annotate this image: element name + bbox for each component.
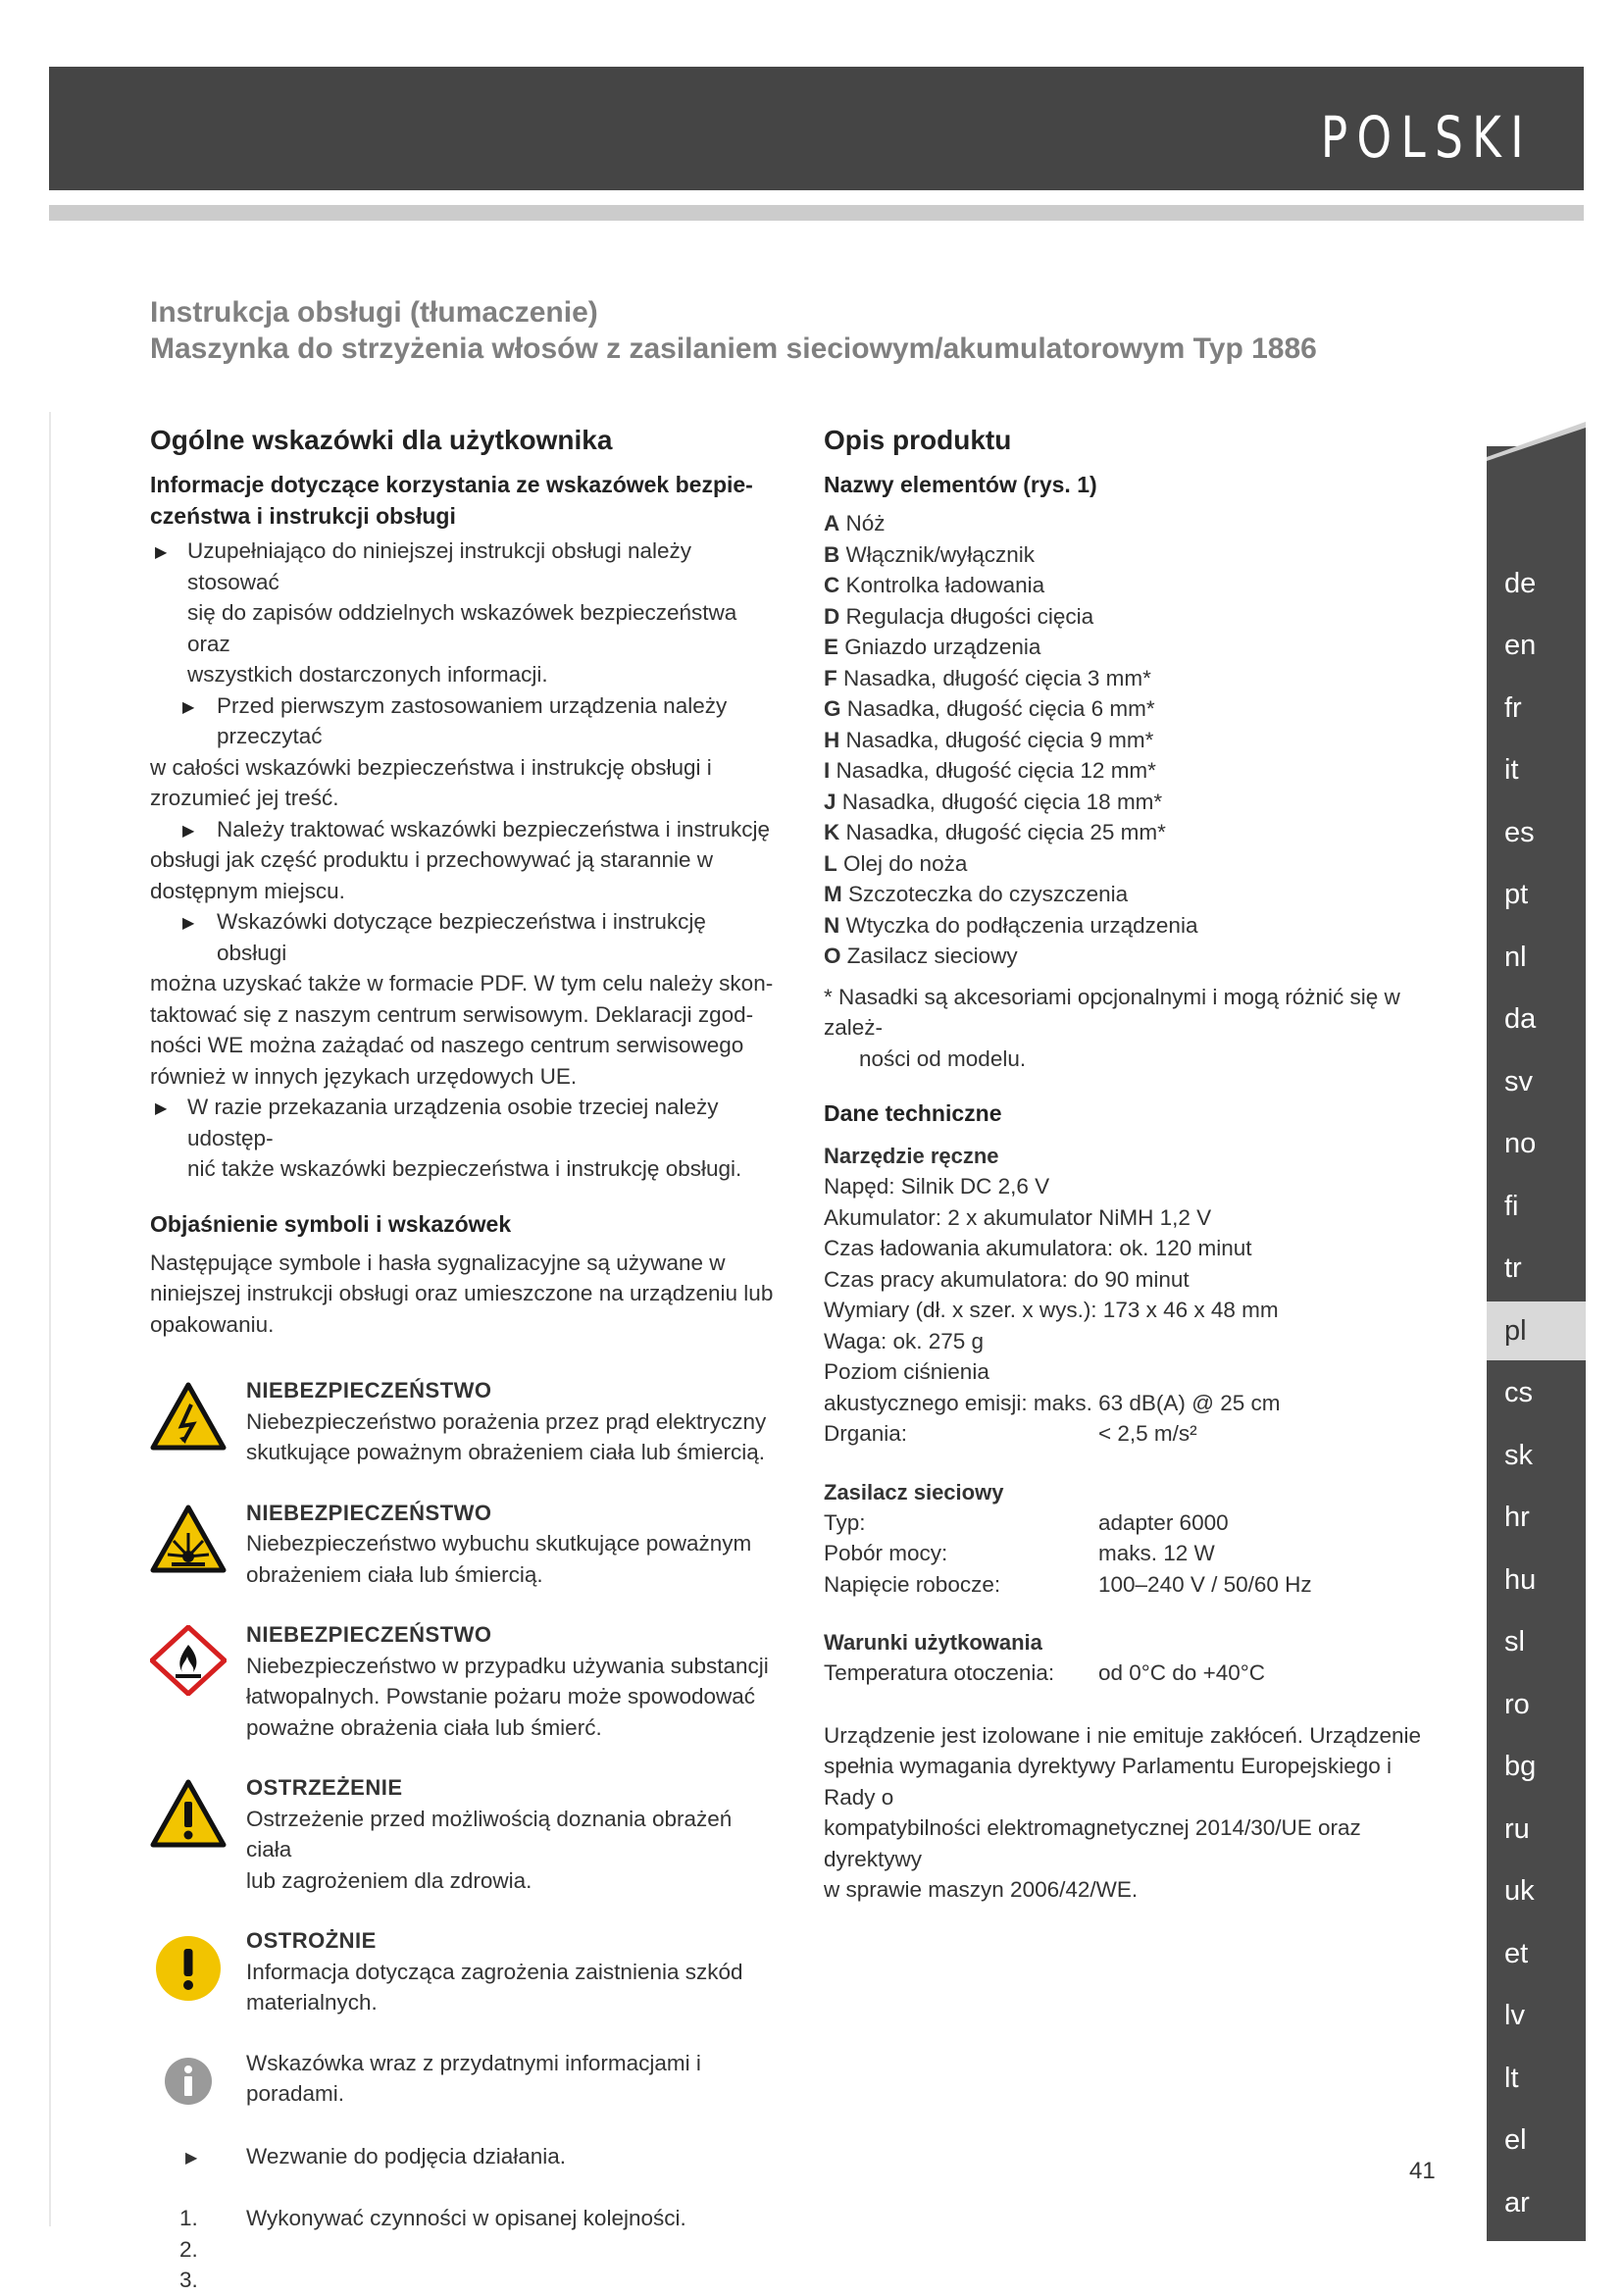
part-item: I Nasadka, długość cięcia 12 mm*: [824, 758, 1156, 783]
language-heading: POLSKI: [1321, 104, 1533, 171]
vibration-value: < 2,5 m/s²: [1098, 1421, 1197, 1446]
language-tab-lt[interactable]: lt: [1504, 2062, 1519, 2094]
sidebar-wedge: [1487, 422, 1586, 461]
language-tab-fr[interactable]: fr: [1504, 691, 1522, 724]
bullet-1b: [150, 814, 778, 907]
heading-conditions: Warunki użytkowania: [824, 1630, 1042, 1655]
conditions-row: [824, 1658, 1432, 1689]
language-tab-da[interactable]: da: [1504, 1003, 1537, 1035]
action-text: Wezwanie do podjęcia działania.: [246, 2143, 567, 2168]
symbol-entry: [150, 1925, 778, 2018]
symbol-heading: NIEBEZPIECZEŃSTWO: [246, 1500, 492, 1525]
action-triangle-icon: ▶: [185, 2149, 198, 2167]
language-tab-en[interactable]: en: [1504, 630, 1537, 661]
step-number: 1.: [179, 2206, 198, 2230]
symbol-text: skutkujące poważnym obrażeniem ciała lub śmiercią.: [246, 1440, 765, 1464]
part-item: H Nasadka, długość cięcia 9 mm*: [824, 727, 1154, 752]
conditions-label: Temperatura otoczenia:: [824, 1660, 1055, 1685]
bullet-2-line: W razie przekazania urządzenia osobie trzeciej należy udostęp-: [187, 1095, 719, 1150]
symbol-text: materialnych.: [246, 1990, 378, 2015]
bullet-triangle-icon: ▶: [155, 1100, 168, 1117]
language-tab-no[interactable]: no: [1504, 1128, 1537, 1159]
bullet-1-line: Uzupełniająco do niniejszej instrukcji obsługi należy stosować: [187, 538, 692, 594]
footnote: [824, 982, 1432, 1075]
symbol-heading: NIEBEZPIECZEŃSTWO: [246, 1622, 492, 1647]
bullet-1c-line: ności WE można zażądać od naszego centrum serwisowego: [150, 1033, 744, 1057]
language-tab-pl[interactable]: pl: [1487, 1301, 1586, 1360]
vibration-label: Drgania:: [824, 1421, 908, 1446]
psu-row: Napięcie robocze: 100–240 V / 50/60 Hz: [824, 1571, 1312, 1597]
left-column: [150, 424, 778, 2292]
symbol-text: Niebezpieczeństwo wybuchu skutkujące poważnym: [246, 1531, 752, 1556]
part-item: B Włącznik/wyłącznik: [824, 541, 1036, 567]
psu-row: Pobór mocy: maks. 12 W: [824, 1541, 1215, 1565]
document-title: [150, 294, 1317, 367]
bullet-1c-line: taktować się z naszym centrum serwisowym. Deklaracji zgod-: [150, 1001, 754, 1027]
tech-line: Waga: ok. 275 g: [824, 1328, 985, 1353]
caution-exclamation-icon: [150, 1931, 227, 2002]
symbol-heading: OSTRZEŻENIE: [246, 1775, 403, 1800]
symbols-intro-line: niniejszej instrukcji obsługi oraz umieszczone na urządzeniu lub: [150, 1281, 774, 1305]
title-line-1: Instrukcja obsługi (tłumaczenie): [150, 296, 598, 329]
language-tab-hr[interactable]: hr: [1504, 1502, 1530, 1533]
symbol-text: Niebezpieczeństwo w przypadku używania substancji: [246, 1653, 769, 1678]
part-item: A Nóż: [824, 511, 886, 536]
heading-info-line-1: Informacje dotyczące korzystania ze wskazówek bezpie-: [150, 472, 753, 497]
bullet-1c-line: również w innych językach urzędowych UE.: [150, 1063, 578, 1089]
footnote-line: ności od modelu.: [859, 1046, 1027, 1071]
tech-line: Czas ładowania akumulatora: ok. 120 minut: [824, 1236, 1252, 1260]
bullet-1c: [150, 906, 778, 1092]
symbol-entry: [150, 1772, 778, 1896]
language-tab-ru[interactable]: ru: [1504, 1812, 1530, 1845]
closing-line: Urządzenie jest izolowane i nie emituje zakłóceń. Urządzenie: [824, 1722, 1422, 1748]
symbol-entry: [150, 1375, 778, 1468]
language-tab-sl[interactable]: sl: [1504, 1626, 1525, 1658]
page-number: 41: [1409, 2158, 1436, 2184]
flammable-hazard-icon: [150, 1625, 227, 1696]
tech-line: Wymiary (dł. x szer. x wys.): 173 x 46 x 48 mm: [824, 1298, 1279, 1322]
symbol-text: Ostrzeżenie przed możliwością doznania obrażeń ciała: [246, 1806, 733, 1862]
bullet-triangle-icon: ▶: [182, 915, 195, 932]
info-entry: [150, 2048, 778, 2110]
tech-line: Akumulator: 2 x akumulator NiMH 1,2 V: [824, 1204, 1212, 1230]
symbol-heading: OSTROŻNIE: [246, 1928, 377, 1953]
language-tab-lv[interactable]: lv: [1504, 2000, 1525, 2031]
parts-list: [824, 508, 1432, 972]
heading-parts: Nazwy elementów (rys. 1): [824, 472, 1097, 497]
language-tab-de[interactable]: de: [1504, 567, 1537, 599]
symbols-intro-line: Następujące symbole i hasła sygnalizacyjne są używane w: [150, 1250, 726, 1275]
bullet-1a: [150, 690, 778, 814]
bullet-2-line: nić także wskazówki bezpieczeństwa i instrukcję obsługi.: [187, 1156, 742, 1181]
info-icon: [150, 2050, 227, 2120]
symbol-text: poważne obrażenia ciała lub śmierć.: [246, 1714, 602, 1740]
closing-paragraph: [824, 1720, 1432, 1906]
part-item: K Nasadka, długość cięcia 25 mm*: [824, 820, 1166, 844]
symbol-entry: [150, 1619, 778, 1743]
action-entry: [150, 2141, 778, 2172]
bullet-1a-line: zrozumieć jej treść.: [150, 786, 339, 810]
language-tab-bg[interactable]: bg: [1504, 1751, 1537, 1782]
bullet-triangle-icon: ▶: [182, 822, 195, 840]
language-tab-et[interactable]: et: [1504, 1937, 1529, 1969]
heading-product: Opis produktu: [824, 425, 1012, 455]
heading-hand-tool: Narzędzie ręczne: [824, 1144, 999, 1168]
steps-numbers: [179, 2203, 198, 2296]
part-item: O Zasilacz sieciowy: [824, 944, 1018, 968]
psu-row: Typ: adapter 6000: [824, 1509, 1229, 1535]
part-item: L Olej do noża: [824, 850, 968, 876]
explosion-warning-icon: [150, 1504, 227, 1574]
language-tab-nl[interactable]: nl: [1504, 941, 1527, 973]
bullet-1b-line: dostępnym miejscu.: [150, 878, 345, 903]
heading-info-line-2: czeństwa i instrukcji obsługi: [150, 503, 456, 529]
symbol-text: Niebezpieczeństwo porażenia przez prąd elektryczny: [246, 1408, 767, 1434]
bullet-1a-line: Przed pierwszym zastosowaniem urządzenia należy przeczytać: [217, 692, 728, 748]
language-tab-es[interactable]: es: [1504, 816, 1535, 848]
part-item: N Wtyczka do podłączenia urządzenia: [824, 912, 1198, 938]
bullet-triangle-icon: ▶: [182, 698, 195, 716]
bullet-1-line: się do zapisów oddzielnych wskazówek bezpieczeństwa oraz: [187, 600, 737, 656]
header-bar: [49, 67, 1584, 190]
heading-psu: Zasilacz sieciowy: [824, 1479, 1004, 1505]
step-number: 3.: [179, 2268, 198, 2292]
tech-line: Napęd: Silnik DC 2,6 V: [824, 1174, 1050, 1199]
tech-line: Poziom ciśnienia: [824, 1359, 989, 1384]
language-tab-ar[interactable]: ar: [1504, 2186, 1530, 2219]
part-item: F Nasadka, długość cięcia 3 mm*: [824, 665, 1151, 690]
language-sidebar: [1487, 446, 1586, 2241]
bullet-1a-line: w całości wskazówki bezpieczeństwa i instrukcję obsługi i: [150, 754, 712, 780]
tech-line: Czas pracy akumulatora: do 90 minut: [824, 1266, 1190, 1292]
bullet-1c-line: można uzyskać także w formacie PDF. W tym celu należy skon-: [150, 971, 774, 995]
language-tab-hu[interactable]: hu: [1504, 1563, 1537, 1596]
language-tab-tr[interactable]: tr: [1504, 1252, 1522, 1284]
left-margin-rule: [49, 412, 51, 2226]
bullet-triangle-icon: ▶: [155, 544, 168, 561]
symbol-text: lub zagrożeniem dla zdrowia.: [246, 1867, 532, 1893]
conditions-value: od 0°C do +40°C: [1098, 1660, 1265, 1685]
vibration-row: [824, 1418, 1432, 1450]
part-item: M Szczoteczka do czyszczenia: [824, 882, 1129, 906]
steps-entry: [150, 2203, 778, 2292]
right-column: [824, 424, 1432, 1906]
part-item: G Nasadka, długość cięcia 6 mm*: [824, 696, 1155, 721]
bullet-1b-line: obsługi jak część produktu i przechowywać ją starannie w: [150, 847, 714, 872]
heading-general: Ogólne wskazówki dla użytkownika: [150, 425, 613, 455]
bullet-2: [150, 1092, 778, 1185]
closing-line: w sprawie maszyn 2006/42/WE.: [824, 1877, 1139, 1902]
part-item: D Regulacja długości cięcia: [824, 603, 1094, 629]
header-underline: [49, 205, 1584, 221]
general-warning-icon: [150, 1778, 227, 1849]
language-tab-ro[interactable]: ro: [1504, 1688, 1530, 1720]
bullet-1c-line: Wskazówki dotyczące bezpieczeństwa i instrukcję obsługi: [217, 909, 706, 965]
info-text: Wskazówka wraz z przydatnymi informacjami i poradami.: [246, 2050, 701, 2106]
part-item: C Kontrolka ładowania: [824, 573, 1045, 597]
closing-line: spełnia wymagania dyrektywy Parlamentu Europejskiego i Rady o: [824, 1754, 1393, 1810]
symbol-text: obrażeniem ciała lub śmiercią.: [246, 1561, 543, 1587]
language-tab-pt[interactable]: pt: [1504, 879, 1529, 910]
footnote-line: * Nasadki są akcesoriami opcjonalnymi i mogą różnić się w zależ-: [824, 984, 1400, 1040]
symbols-intro-line: opakowaniu.: [150, 1311, 275, 1337]
step-number: 2.: [179, 2236, 198, 2262]
closing-line: kompatybilności elektromagnetycznej 2014/30/UE oraz dyrektywy: [824, 1815, 1361, 1871]
language-tab-el[interactable]: el: [1504, 2124, 1527, 2156]
symbol-heading: NIEBEZPIECZEŃSTWO: [246, 1378, 492, 1403]
symbol-text: łatwopalnych. Powstanie pożaru może spowodować: [246, 1684, 756, 1709]
language-tab-it[interactable]: it: [1504, 754, 1519, 786]
bullet-1-line: wszystkich dostarczonych informacji.: [187, 662, 548, 687]
heading-symbols: Objaśnienie symboli i wskazówek: [150, 1210, 512, 1237]
language-tab-sk[interactable]: sk: [1504, 1439, 1533, 1471]
language-tab-uk[interactable]: uk: [1504, 1875, 1535, 1907]
language-tab-cs[interactable]: cs: [1504, 1377, 1533, 1408]
steps-text: Wykonywać czynności w opisanej kolejności.: [246, 2206, 686, 2230]
tech-line: akustycznego emisji: maks. 63 dB(A) @ 25 cm: [824, 1390, 1281, 1415]
bullet-1: [150, 536, 778, 690]
electric-shock-warning-icon: [150, 1381, 227, 1452]
symbol-text: Informacja dotycząca zagrożenia zaistnienia szkód: [246, 1959, 743, 1984]
heading-tech: Dane techniczne: [824, 1100, 1002, 1126]
language-tab-sv[interactable]: sv: [1504, 1065, 1533, 1097]
language-tab-fi[interactable]: fi: [1504, 1190, 1519, 1222]
part-item: E Gniazdo urządzenia: [824, 635, 1041, 659]
symbol-entry: [150, 1498, 778, 1591]
part-item: J Nasadka, długość cięcia 18 mm*: [824, 789, 1163, 814]
title-line-2: Maszynka do strzyżenia włosów z zasilaniem sieciowym/akumulatorowym Typ 1886: [150, 332, 1317, 365]
bullet-1b-line: Należy traktować wskazówki bezpieczeństwa i instrukcję: [217, 816, 770, 842]
